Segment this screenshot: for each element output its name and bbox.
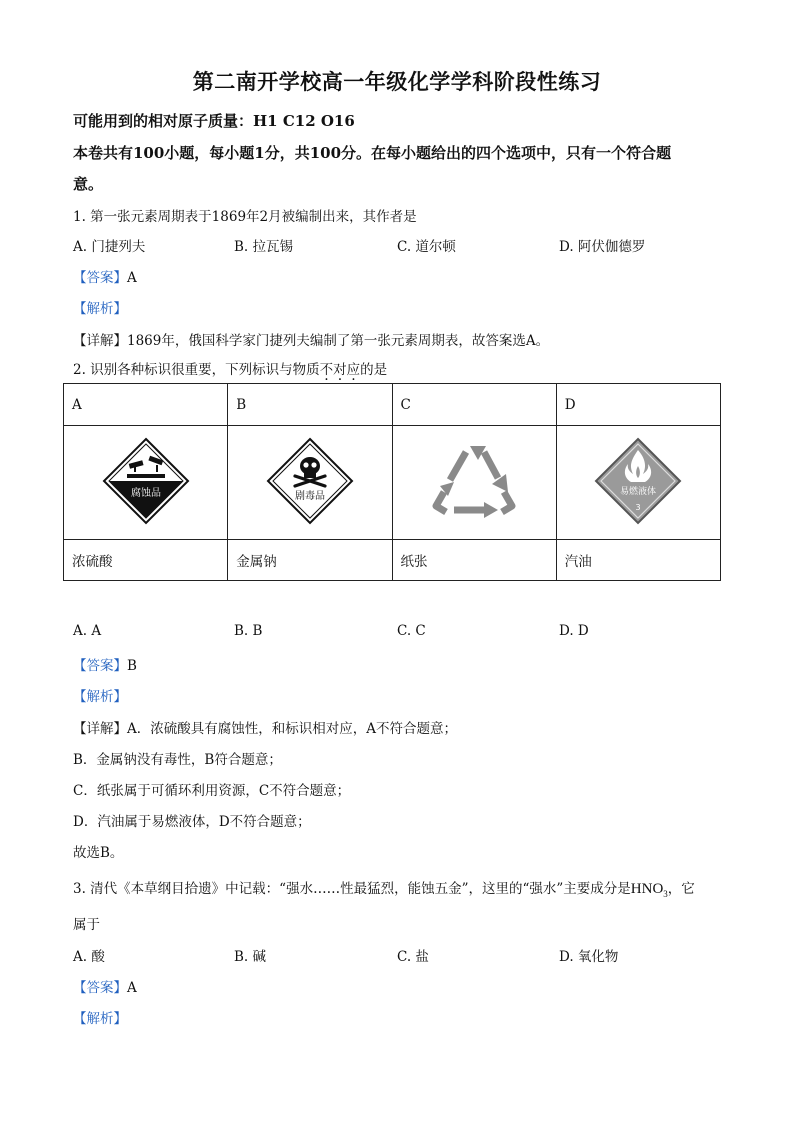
formula-base: HNO — [630, 881, 664, 897]
answer-value: B — [127, 658, 137, 674]
q3-formula — [631, 881, 668, 897]
corrosive-sign-icon — [101, 436, 191, 526]
header-d: D — [556, 384, 720, 426]
q2-detail-3: C．纸张属于可循环利用资源，C不符合题意； — [73, 783, 351, 799]
answer-tag: 【答案】 — [73, 270, 127, 286]
q2-detail-2: B．金属钠没有毒性，B符合题意； — [73, 752, 282, 768]
substance-d: 汽油 — [556, 540, 720, 581]
q2-detail-1: 【详解】A．浓硫酸具有腐蚀性，和标识相对应，A不符合题意； — [73, 721, 457, 737]
substance-a: 浓硫酸 — [64, 540, 228, 581]
header-a: A — [64, 384, 228, 426]
q3-option-b: B. 碱 — [234, 949, 267, 965]
q3-stem-text: 3. 清代《本草纲目拾遗》中记载：“强水……性最猛烈，能蚀五金”，这里的“强水”主要成分是 — [73, 881, 631, 897]
q1-option-b: B. 拉瓦锡 — [234, 239, 294, 255]
toxic-skull-sign-icon — [265, 436, 355, 526]
table-header-row — [64, 384, 721, 426]
q1-option-a: A. 门捷列夫 — [73, 239, 146, 255]
q3-options — [73, 945, 753, 965]
corrosive-sign-text: 腐蚀品 — [130, 487, 161, 499]
q1-options — [73, 235, 753, 255]
toxic-sign-text: 剧毒品 — [294, 490, 325, 502]
q2-options — [73, 623, 753, 643]
answer-tag: 【答案】 — [73, 658, 127, 674]
flammable-sign-class: 3 — [635, 502, 641, 512]
q3-analysis-tag: 【解析】 — [73, 1011, 127, 1027]
answer-value: A — [127, 980, 137, 996]
q2-option-c: C. C — [397, 623, 426, 639]
q1-answer — [73, 266, 137, 286]
q2-stem-pre: 2. 识别各种标识很重要，下列标识与物质 — [73, 362, 320, 378]
q2-emph-3: 应 — [346, 362, 361, 378]
q2-answer — [73, 654, 137, 674]
table-substance-row — [64, 540, 721, 581]
substance-b: 金属钠 — [228, 540, 392, 581]
answer-value: A — [127, 270, 137, 286]
q3-answer — [73, 976, 137, 996]
table-sign-row — [64, 426, 721, 540]
q3-stem-end: ，它 — [667, 881, 695, 897]
q3-stem-line-2: 属于 — [73, 917, 100, 933]
flammable-sign-text: 易燃液体 — [620, 486, 657, 497]
q1-option-c: C. 道尔顿 — [397, 239, 456, 255]
formula-subscript: 3 — [663, 889, 668, 899]
flammable-liquid-sign-icon — [593, 436, 683, 526]
q2-analysis-tag: 【解析】 — [73, 689, 127, 705]
recycle-icon — [426, 438, 522, 524]
flammable-sign-cell — [556, 426, 720, 540]
q2-option-d: D. D — [559, 623, 589, 639]
instructions-line-2: 意。 — [73, 175, 104, 193]
q3-option-c: C. 盐 — [397, 949, 429, 965]
q2-stem — [73, 358, 387, 378]
instructions-line-1: 本卷共有100小题，每小题1分，共100分。在每小题给出的四个选项中，只有一个符合题 — [73, 144, 672, 162]
q2-emph-2: 对 — [333, 362, 347, 378]
q2-stem-post: 的是 — [360, 362, 388, 378]
atomic-mass-line: 可能用到的相对原子质量：H1 C12 O16 — [73, 112, 355, 130]
q2-option-a: A. A — [73, 623, 102, 639]
q2-option-b: B. B — [234, 623, 263, 639]
page-title: 第二南开学校高一年级化学学科阶段性练习 — [192, 69, 602, 94]
q2-detail-4: D．汽油属于易燃液体，D不符合题意； — [73, 814, 311, 830]
q2-emph-1: 不 — [319, 362, 334, 378]
q2-detail-5: 故选B。 — [73, 845, 124, 861]
header-b: B — [228, 384, 392, 426]
q3-option-a: A. 酸 — [73, 949, 105, 965]
recycle-sign-cell — [392, 426, 556, 540]
sign-table — [63, 383, 721, 581]
corrosive-sign-cell — [64, 426, 228, 540]
q3-option-d: D. 氧化物 — [559, 949, 619, 965]
q1-analysis-tag: 【解析】 — [73, 301, 127, 317]
toxic-sign-cell — [228, 426, 392, 540]
header-c: C — [392, 384, 556, 426]
substance-c: 纸张 — [392, 540, 556, 581]
q1-stem: 1. 第一张元素周期表于1869年2月被编制出来，其作者是 — [73, 209, 417, 225]
q3-stem-line-1 — [73, 877, 695, 899]
q1-detail: 【详解】1869年，俄国科学家门捷列夫编制了第一张元素周期表，故答案选A。 — [73, 333, 550, 349]
q1-option-d: D. 阿伏伽德罗 — [559, 239, 646, 255]
answer-tag: 【答案】 — [73, 980, 127, 996]
